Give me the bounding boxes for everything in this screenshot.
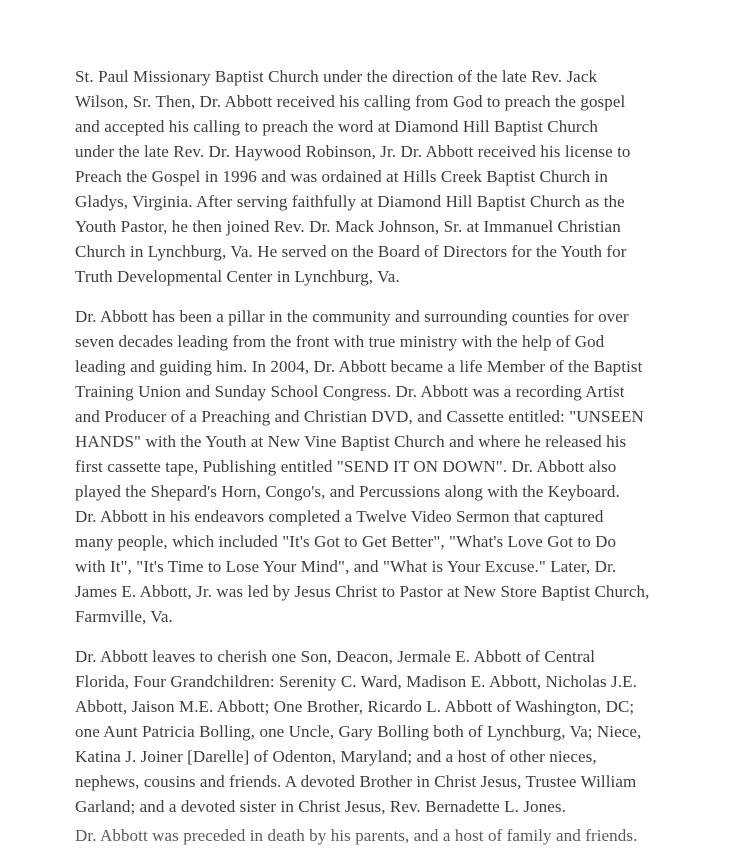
text-line: and accepted his calling to preach the word at Diamond Hill Baptist Church (75, 117, 598, 136)
text-line: under the late Rev. Dr. Haywood Robinson, Jr. Dr. Abbott received his license to (75, 142, 631, 161)
paragraph (75, 644, 687, 819)
obituary-text (75, 64, 687, 834)
text-line: Church in Lynchburg, Va. He served on the Board of Directors for the Youth for (75, 242, 627, 261)
text-line: Garland; and a devoted sister in Christ Jesus, Rev. Bernadette L. Jones. (75, 797, 566, 816)
text-line: nephews, cousins and friends. A devoted Brother in Christ Jesus, Trustee William (75, 772, 637, 791)
text-line: Dr. Abbott was preceded in death by his parents, and a host of family and friends. (75, 826, 638, 845)
text-line: Gladys, Virginia. After serving faithfully at Diamond Hill Baptist Church as the (75, 192, 625, 211)
text-line: seven decades leading from the front with true ministry with the help of God (75, 332, 605, 351)
text-line: played the Shepard's Horn, Congo's, and Percussions along with the Keyboard. (75, 482, 620, 501)
text-line: St. Paul Missionary Baptist Church under the direction of the late Rev. Jack (75, 67, 598, 86)
text-line: many people, which included "It's Got to Get Better", "What's Love Got to Do (75, 532, 617, 551)
text-line: one Aunt Patricia Bolling, one Uncle, Gary Bolling both of Lynchburg, Va; Niece, (75, 722, 642, 741)
text-line: James E. Abbott, Jr. was led by Jesus Christ to Pastor at New Store Baptist Church, (75, 582, 650, 601)
text-line: Farmville, Va. (75, 607, 173, 626)
paragraph (75, 64, 687, 289)
text-line: with It", "It's Time to Lose Your Mind", and "What is Your Excuse." Later, Dr. (75, 557, 617, 576)
text-line: Truth Developmental Center in Lynchburg, Va. (75, 267, 400, 286)
paragraph (75, 304, 687, 629)
text-line: Training Union and Sunday School Congress. Dr. Abbott was a recording Artist (75, 382, 625, 401)
text-line: Dr. Abbott leaves to cherish one Son, Deacon, Jermale E. Abbott of Central (75, 647, 596, 666)
text-line: Florida, Four Grandchildren: Serenity C. Ward, Madison E. Abbott, Nicholas J.E. (75, 672, 637, 691)
clipped-paragraph (75, 823, 687, 845)
text-line: leading and guiding him. In 2004, Dr. Abbott became a life Member of the Baptist (75, 357, 643, 376)
text-line: and Producer of a Preaching and Christian DVD, and Cassette entitled: "UNSEEN (75, 407, 644, 426)
text-line: Katina J. Joiner [Darelle] of Odenton, Maryland; and a host of other nieces, (75, 747, 597, 766)
text-line: HANDS" with the Youth at New Vine Baptist Church and where he released his (75, 432, 627, 451)
text-line: Dr. Abbott has been a pillar in the community and surrounding counties for over (75, 307, 629, 326)
text-line: Youth Pastor, he then joined Rev. Dr. Mack Johnson, Sr. at Immanuel Christian (75, 217, 621, 236)
text-line: Dr. Abbott in his endeavors completed a Twelve Video Sermon that captured (75, 507, 604, 526)
text-line: Preach the Gospel in 1996 and was ordained at Hills Creek Baptist Church in (75, 167, 608, 186)
text-line: Abbott, Jaison M.E. Abbott; One Brother, Ricardo L. Abbott of Washington, DC; (75, 697, 635, 716)
text-line: first cassette tape, Publishing entitled "SEND IT ON DOWN". Dr. Abbott also (75, 457, 617, 476)
text-line: Wilson, Sr. Then, Dr. Abbott received his calling from God to preach the gospel (75, 92, 626, 111)
